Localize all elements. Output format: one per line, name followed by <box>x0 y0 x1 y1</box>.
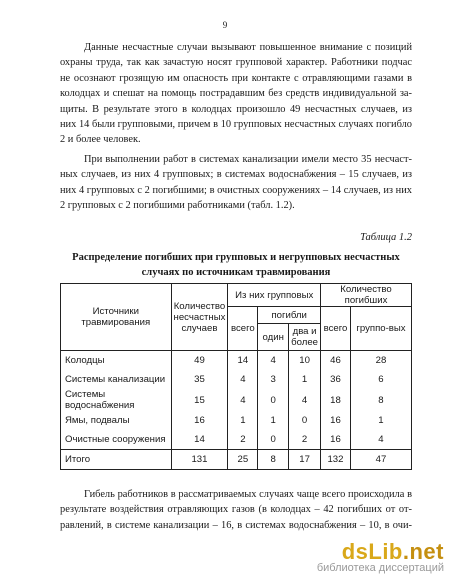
cell-accidents: 49 <box>171 351 228 371</box>
cell-killed-total: 36 <box>321 370 351 389</box>
cell-killed-total: 16 <box>321 430 351 450</box>
text-line: колодцах и спешат на помощь пострадавшим без средств индивидуальной за- <box>60 88 412 100</box>
header-two-or-more: два и более <box>289 324 321 351</box>
cell-two-plus: 4 <box>289 389 321 411</box>
page-number: 9 <box>222 20 228 30</box>
table-title <box>60 250 412 280</box>
cell-killed-group: 8 <box>350 389 411 411</box>
cell-group-total: 4 <box>228 370 258 389</box>
header-group-total: всего <box>228 307 258 351</box>
row-source: Итого <box>61 450 172 470</box>
paragraph-3 <box>60 487 412 533</box>
cell-one: 0 <box>258 430 289 450</box>
table-row <box>61 430 412 450</box>
table-row <box>61 411 412 430</box>
watermark-logo-main: dsLib <box>341 539 403 564</box>
row-source: Колодцы <box>61 351 172 371</box>
cell-two-plus: 10 <box>289 351 321 371</box>
cell-accidents: 16 <box>171 411 228 430</box>
text-line: них 4 групповых с 2 погибшими; в очистных сооружениях – 14 случаев, из них <box>60 184 412 196</box>
text-line: При выполнении работ в системах канализации имели место 35 несчаст- <box>84 154 412 165</box>
row-source: Системы водоснабжения <box>61 389 172 411</box>
cell-group-total: 1 <box>228 411 258 430</box>
header-killed-total: всего <box>321 307 351 351</box>
text-line: Данные несчастные случаи вызывают повышенное внимание с позиций <box>84 42 412 53</box>
row-source: Очистные сооружения <box>61 430 172 450</box>
header-accident-count: Количество несчастных случаев <box>171 284 228 351</box>
cell-killed-total: 46 <box>321 351 351 371</box>
header-killed-count: Количество погибших <box>321 284 412 307</box>
table-title-line: случаях по источникам травмирования <box>141 267 331 278</box>
table-row <box>61 351 412 371</box>
cell-one: 4 <box>258 351 289 371</box>
cell-killed-group: 4 <box>350 430 411 450</box>
cell-killed-group: 28 <box>350 351 411 371</box>
text-line: охраны труда, так как зачастую носят групповой характер. Работники подчас <box>60 57 412 69</box>
text-line: 2 групповых с 2 погибшими работниками (табл. 1.2). <box>60 200 295 212</box>
header-one: один <box>258 324 289 351</box>
paragraph-1 <box>60 40 412 148</box>
cell-one: 3 <box>258 370 289 389</box>
cell-killed-group: 47 <box>350 450 411 470</box>
table-row <box>61 389 412 411</box>
text-line: результате воздействия отравляющих газов (в колодцах – 42 погибших от от- <box>60 504 412 516</box>
cell-killed-total: 16 <box>321 411 351 430</box>
row-source: Ямы, подвалы <box>61 411 172 430</box>
cell-accidents: 14 <box>171 430 228 450</box>
text-line: Гибель работников в рассматриваемых случаях чаще всего происходила в <box>84 489 412 500</box>
text-line: 2 и более человек. <box>60 134 141 146</box>
cell-two-plus: 2 <box>289 430 321 450</box>
header-sources: Источники травмирования <box>61 284 172 351</box>
table-title-line: Распределение погибших при групповых и негрупповых несчастных <box>72 252 400 263</box>
text-line: ных случаев, из них 4 групповых; в системах водоснабжения – 15 случаев, из <box>60 169 412 181</box>
cell-one: 0 <box>258 389 289 411</box>
cell-one: 1 <box>258 411 289 430</box>
cell-killed-total: 18 <box>321 389 351 411</box>
cell-killed-group: 6 <box>350 370 411 389</box>
text-line: них 14 были групповыми, причем в 10 групповых несчастных случаях погибло <box>60 119 412 131</box>
header-of-which-group: Из них групповых <box>228 284 321 307</box>
cell-two-plus: 17 <box>289 450 321 470</box>
cell-group-total: 2 <box>228 430 258 450</box>
cell-group-total: 4 <box>228 389 258 411</box>
cell-killed-total: 132 <box>321 450 351 470</box>
table-total-row <box>61 450 412 470</box>
data-table <box>60 283 412 470</box>
cell-two-plus: 0 <box>289 411 321 430</box>
paragraph-2 <box>60 152 412 214</box>
table-label: Таблица 1.2 <box>360 232 412 243</box>
cell-two-plus: 1 <box>289 370 321 389</box>
table-row <box>61 370 412 389</box>
cell-accidents: 131 <box>171 450 228 470</box>
cell-one: 8 <box>258 450 289 470</box>
header-killed-group: группо-вых <box>350 307 411 351</box>
cell-accidents: 15 <box>171 389 228 411</box>
watermark-logo-net: .net <box>402 539 444 564</box>
text-line: равлений, в системе канализации – 16, в системах водоснабжения – 10, в очи- <box>60 519 412 531</box>
header-killed: погибли <box>258 307 321 324</box>
row-source: Системы канализации <box>61 370 172 389</box>
cell-group-total: 14 <box>228 351 258 371</box>
cell-accidents: 35 <box>171 370 228 389</box>
cell-group-total: 25 <box>228 450 258 470</box>
text-line: не осознают грозящую им опасность при контакте с отравляющими газами в <box>60 72 412 84</box>
text-line: щиты. В результате этого в колодцах произошло 49 несчастных случаев, из <box>60 103 412 115</box>
cell-killed-group: 1 <box>350 411 411 430</box>
watermark-subtitle: библиотека диссертаций <box>316 562 444 574</box>
watermark <box>317 539 444 574</box>
